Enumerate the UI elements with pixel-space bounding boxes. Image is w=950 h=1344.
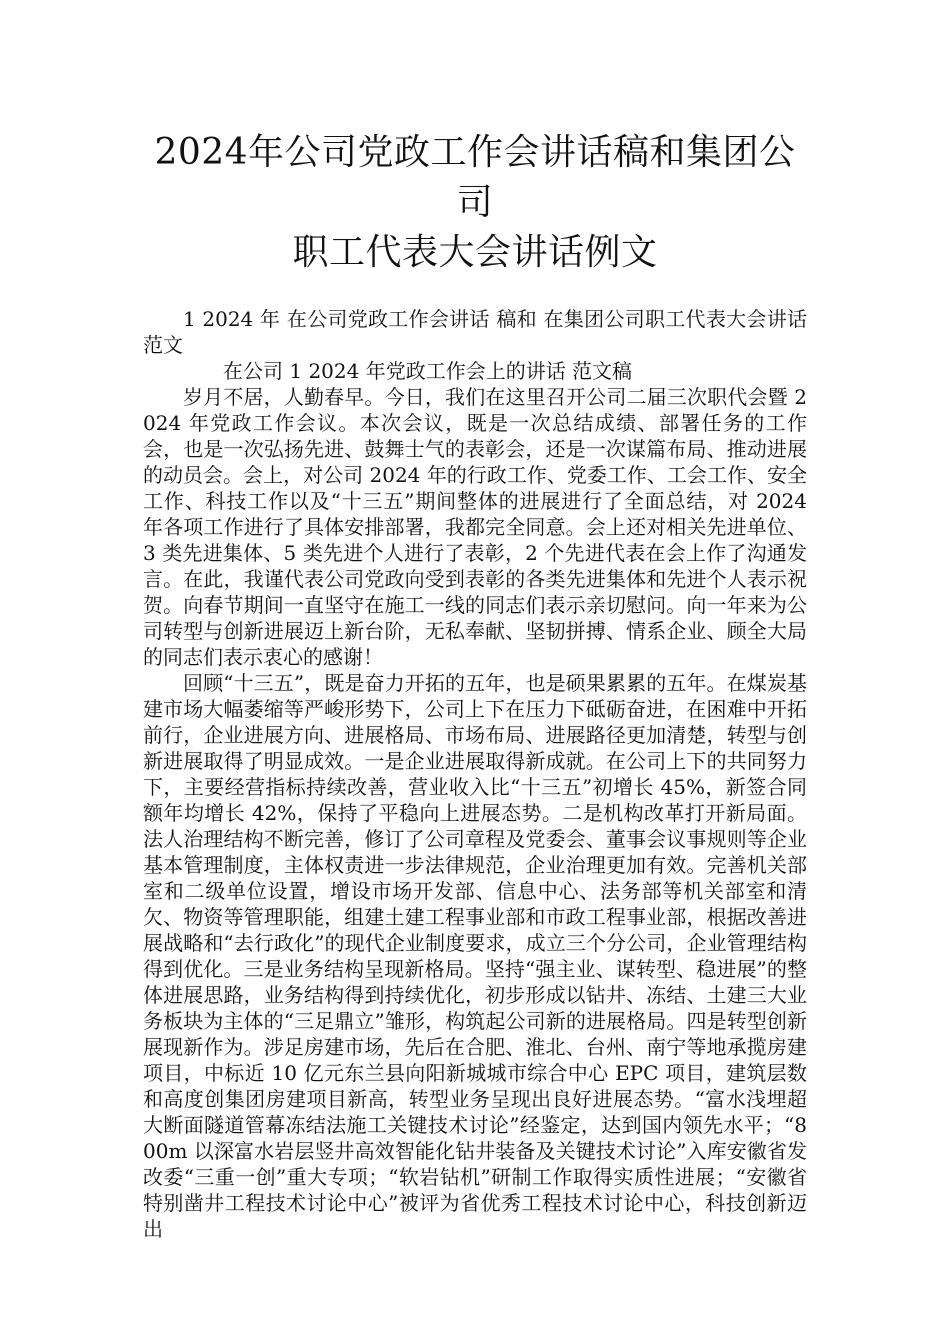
paragraph-1: 岁月不居，人勤春早。今日，我们在这里召开公司二届三次职代会暨 2024 年党政工作会议。本次会议，既是一次总结成绩、部署任务的工作会，也是一次弘扬先进、鼓舞士气的表彰会，还是一次谋篇布局、推动进展的动员会。会上，对公司 2024 年的行政工作、党委工作、工会工作、安全工作、科技工作以及“十三五”期间整体的进展进行了全面总结，对 2024 年各项工作进行了具体安排部署，我都完全同意。会上还对相关先进单位、3 类先进集体、5 类先进个人进行了表彰，2 个先进代表在会上作了沟通发言。在此，我谨代表公司党政向受到表彰的各类先进集体和先进个人表示祝贺。向春节期间一直坚守在施工一线的同志们表示亲切慰问。向一年来为公司转型与创新进展迈上新台阶，无私奉献、坚韧拼搏、情系企业、顾全大局的同志们表示衷心的感谢！	[143, 385, 807, 669]
document-title	[143, 0, 807, 278]
document-body	[143, 306, 807, 1242]
title-line-1: 2024年公司党政工作会讲话稿和集团公司	[154, 132, 796, 223]
paragraph-2: 回顾“十三五”，既是奋力开拓的五年，也是硕果累累的五年。在煤炭基建市场大幅萎缩等严峻形势下，公司上下在压力下砥砺奋进，在困难中开拓前行，企业进展方向、进展格局、市场布局、进展路径更加清楚，转型与创新进展取得了明显成效。一是企业进展取得新成就。在公司上下的共同努力下，主要经营指标持续改善，营业收入比“十三五”初增长 45%，新签合同额年均增长 42%，保持了平稳向上进展态势。二是机构改革打开新局面。法人治理结构不断完善，修订了公司章程及党委会、董事会议事规则等企业基本管理制度，主体权责进一步法律规范，企业治理更加有效。完善机关部室和二级单位设置，增设市场开发部、信息中心、法务部等机关部室和清欠、物资等管理职能，组建土建工程事业部和市政工程事业部，根据改善进展战略和“去行政化”的现代企业制度要求，成立三个分公司，企业管理结构得到优化。三是业务结构呈现新格局。坚持“强主业、谋转型、稳进展”的整体进展思路，业务结构得到持续优化，初步形成以钻井、冻结、土建三大业务板块为主体的“三足鼎立”雏形，构筑起公司新的进展格局。四是转型创新展现新作为。涉足房建市场，先后在合肥、淮北、台州、南宁等地承揽房建项目，中标近 10 亿元东兰县向阳新城城市综合中心 EPC 项目，建筑层数和高度创集团房建项目新高，转型业务呈现出良好进展态势。“富水浅埋超大断面隧道管幕冻结法施工关键技术讨论”经鉴定，达到国内领先水平；“800m 以深富水岩层竖井高效智能化钻井装备及关键技术讨论”入库安徽省发改委“三重一创”重大专项；“软岩钻机”研制工作取得实质性进展；“安徽省特别凿井工程技术讨论中心”被评为省优秀工程技术讨论中心，科技创新迈出	[143, 671, 807, 1241]
section-heading: 1 2024 年 在公司党政工作会讲话 稿和 在集团公司职工代表大会讲话 范文	[143, 307, 807, 357]
speech-subheading: 在公司 1 2024 年党政工作会上的讲话 范文稿	[223, 359, 633, 383]
title-line-2: 职工代表大会讲话例文	[292, 232, 658, 273]
